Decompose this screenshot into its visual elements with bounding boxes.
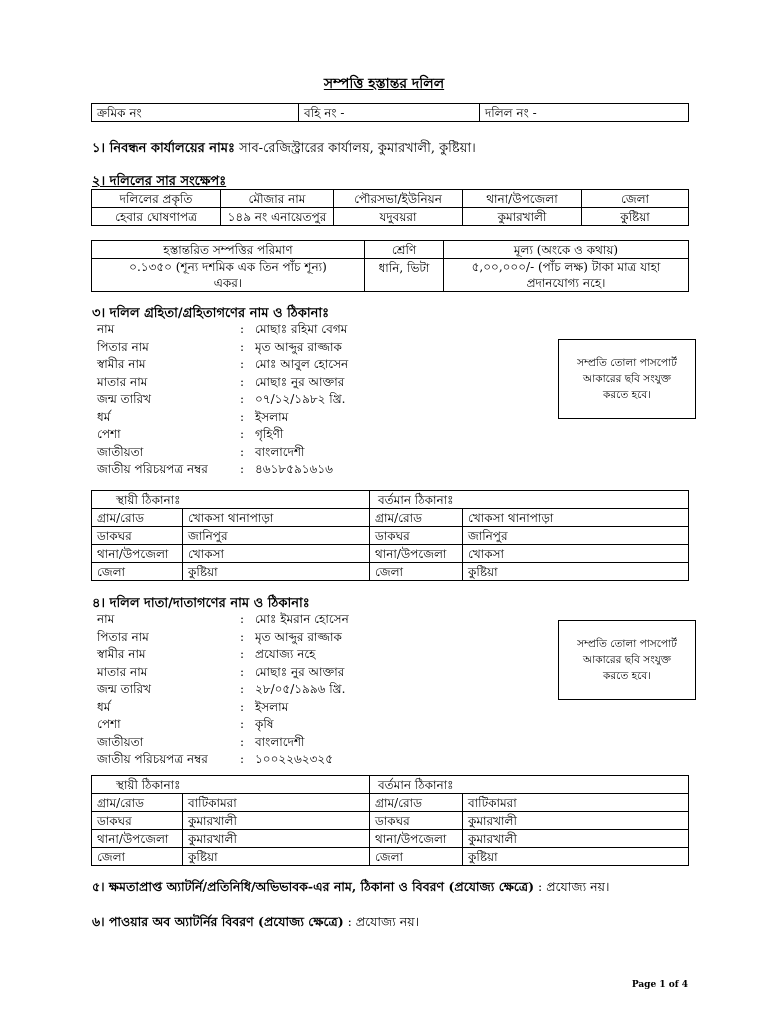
info-colon: : (240, 629, 245, 644)
section-4-label: ৪। দলিল দাতা/দাতাগণের নাম ও ঠিকানাঃ (92, 596, 310, 611)
document-title: সম্পত্তি হস্তান্তর দলিল (323, 76, 445, 92)
info-key: নাম (97, 612, 115, 626)
info-row (97, 716, 517, 734)
info-key: নাম (97, 322, 115, 336)
info-value: মোছাঃ নুর আক্তার (255, 664, 345, 679)
info-row (97, 339, 517, 357)
info-row (97, 391, 517, 409)
property-table (91, 240, 689, 292)
info-key: পেশা (97, 717, 121, 731)
info-key: ধর্ম (97, 409, 111, 424)
recipient-address-table (91, 490, 689, 581)
address-cell: থানা/উপজেলা (92, 545, 183, 563)
info-value: কৃষি (255, 717, 274, 731)
address-cell: কুমারখালী (463, 830, 689, 848)
info-colon: : (240, 734, 245, 749)
address-cell: জেলা (370, 848, 463, 866)
info-key: স্বামীর নাম (97, 647, 146, 661)
info-value: মোছাঃ রহিমা বেগম (255, 322, 348, 336)
address-cell: জেলা (92, 563, 183, 581)
info-value: মোঃ আবুল হোসেন (255, 357, 349, 371)
info-colon: : (240, 647, 245, 661)
summary-header: দলিলের প্রকৃতি (92, 190, 221, 208)
section-1-label: ১। নিবন্ধন কার্যালয়ের নামঃ (92, 141, 235, 156)
info-row (97, 444, 517, 462)
property-value-line-2: প্রদানযোগ্য নহে। (526, 276, 606, 290)
address-cell: বাটিকামরা (183, 794, 370, 812)
info-row (97, 664, 517, 682)
property-value-line-1: ৫,০০,০০০/- (পাঁচ লক্ষ) টাকা মাত্র যাহা (471, 260, 661, 274)
info-value: ১০০২২৬২৩২৫ (255, 752, 333, 766)
address-cell: জানিপুর (183, 527, 370, 545)
address-cell: কুষ্টিয়া (183, 848, 370, 866)
property-amount-cell (92, 259, 365, 292)
info-row (97, 374, 517, 392)
address-cell: কুষ্টিয়া (183, 563, 370, 581)
address-cell: খোকসা (183, 545, 370, 563)
address-cell: খোকসা থানাপাড়া (183, 509, 370, 527)
info-key: জন্ম তারিখ (97, 392, 152, 406)
address-cell: কুষ্টিয়া (463, 563, 689, 581)
info-value: মৃত আব্দুর রাজ্জাক (255, 629, 342, 644)
property-header: হস্তান্তরিত সম্পত্তির পরিমাণ (92, 241, 365, 259)
recipient-photo-placeholder: সম্প্রতি তোলা পাসপোর্ট আকারের ছবি সংযুক্ত করতে হবে। (558, 339, 696, 419)
info-row (97, 699, 517, 717)
info-key: জাতীয়তা (97, 444, 144, 459)
property-amount-line-2: একর। (213, 276, 243, 290)
info-value: প্রযোজ্য নহে (255, 647, 316, 661)
info-value: ২৮/০৫/১৯৯৬ খ্রি. (255, 682, 346, 696)
info-colon: : (240, 357, 245, 371)
address-cell: জেলা (92, 848, 183, 866)
address-cell: ডাকঘর (92, 527, 183, 545)
address-cell: কুমারখালী (463, 812, 689, 830)
property-amount-line-1: ০.১৩৫০ (শূন্য দশমিক এক তিন পাঁচ শূন্য) (129, 260, 327, 274)
address-cell: কুমারখালী (183, 812, 370, 830)
info-value: মোঃ ইমরান হোসেন (255, 612, 349, 626)
address-cell: গ্রাম/রোড (92, 509, 183, 527)
summary-header: পৌরসভা/ইউনিয়ন (334, 190, 463, 208)
summary-header: মৌজার নাম (221, 190, 334, 208)
info-value: মৃত আব্দুর রাজ্জাক (255, 339, 342, 354)
info-key: পেশা (97, 427, 121, 441)
summary-cell: ১৪৯ নং এনায়েতপুর (221, 208, 334, 226)
address-cell: বাটিকামরা (463, 794, 689, 812)
giver-address-table (91, 775, 689, 866)
info-row (97, 611, 517, 629)
section-recipient-heading (92, 306, 329, 322)
address-curr-header: বর্তমান ঠিকানাঃ (370, 776, 689, 794)
summary-table (91, 189, 689, 226)
section-power-of-attorney (92, 914, 419, 930)
info-key: জাতীয় পরিচয়পত্র নম্বর (97, 462, 208, 476)
address-cell: থানা/উপজেলা (370, 545, 463, 563)
summary-header: থানা/উপজেলা (463, 190, 582, 208)
section-1-value: সাব-রেজিস্ট্রারের কার্যালয়, কুমারখালী, কুষ্টিয়া। (239, 141, 476, 156)
address-cell: ডাকঘর (370, 812, 463, 830)
info-colon: : (240, 374, 245, 389)
info-value: ইসলাম (255, 699, 289, 714)
deed-no-cell: দলিল নং - (480, 104, 689, 122)
section-5-value: : প্রযোজ্য নয়। (538, 879, 610, 894)
giver-photo-placeholder: সম্প্রতি তোলা পাসপোর্ট আকারের ছবি সংযুক্ত করতে হবে। (558, 620, 696, 700)
summary-cell: কুমারখালী (463, 208, 582, 226)
info-key: পিতার নাম (97, 339, 149, 354)
address-cell: খোকসা (463, 545, 689, 563)
address-cell: জানিপুর (463, 527, 689, 545)
info-row (97, 681, 517, 699)
info-colon: : (240, 752, 245, 766)
info-colon: : (240, 682, 245, 696)
info-row (97, 426, 517, 444)
info-value: ইসলাম (255, 409, 289, 424)
info-key: স্বামীর নাম (97, 357, 146, 371)
property-header: শ্রেণি (365, 241, 444, 259)
summary-cell: হেবার ঘোষণাপত্র (92, 208, 221, 226)
property-value-cell (444, 259, 689, 292)
info-colon: : (240, 392, 245, 406)
serial-no-cell: ক্রমিক নং (92, 104, 299, 122)
info-key: জাতীয় পরিচয়পত্র নম্বর (97, 752, 208, 766)
info-value: মোছাঃ নুর আক্তার (255, 374, 345, 389)
info-row (97, 629, 517, 647)
info-colon: : (240, 612, 245, 626)
giver-info (97, 611, 517, 769)
info-colon: : (240, 717, 245, 731)
info-key: পিতার নাম (97, 629, 149, 644)
section-2-label: ২। দলিলের সার সংক্ষেপঃ (92, 174, 227, 189)
info-key: জন্ম তারিখ (97, 682, 152, 696)
summary-header: জেলা (582, 190, 689, 208)
info-row (97, 461, 517, 479)
info-colon: : (240, 664, 245, 679)
info-row (97, 356, 517, 374)
info-row (97, 409, 517, 427)
info-key: জাতীয়তা (97, 734, 144, 749)
info-value: বাংলাদেশী (255, 444, 305, 459)
address-cell: জেলা (370, 563, 463, 581)
info-colon: : (240, 322, 245, 336)
property-class-cell: ধানি, ভিটা (365, 259, 444, 292)
address-cell: থানা/উপজেলা (370, 830, 463, 848)
property-header: মূল্য (অংকে ও কথায়) (444, 241, 689, 259)
book-no-cell: বহি নং - (299, 104, 480, 122)
address-cell: গ্রাম/রোড (370, 509, 463, 527)
address-cell: ডাকঘর (370, 527, 463, 545)
section-giver-heading (92, 596, 310, 612)
info-value: ০৭/১২/১৯৮২ খ্রি. (255, 392, 346, 406)
info-row (97, 646, 517, 664)
summary-cell: যদুবয়রা (334, 208, 463, 226)
info-key: মাতার নাম (97, 664, 148, 679)
address-cell: গ্রাম/রোড (92, 794, 183, 812)
page-number: Page 1 of 4 (631, 980, 688, 990)
info-key: ধর্ম (97, 699, 111, 714)
address-cell: গ্রাম/রোড (370, 794, 463, 812)
info-row (97, 734, 517, 752)
info-colon: : (240, 409, 245, 424)
section-summary-heading (92, 174, 226, 190)
serial-table (91, 103, 689, 122)
info-colon: : (240, 427, 245, 441)
section-5-label: ৫। ক্ষমতাপ্রাপ্ত অ্যাটর্নি/প্রতিনিধি/অভিভাবক-এর নাম, ঠিকানা ও বিবরণ (প্রযোজ্য ক্ষেত্রে) (92, 879, 535, 894)
summary-cell: কুষ্টিয়া (582, 208, 689, 226)
info-colon: : (240, 462, 245, 476)
info-row (97, 321, 517, 339)
info-colon: : (240, 339, 245, 354)
section-3-label: ৩। দলিল গ্রহিতা/গ্রহিতাগণের নাম ও ঠিকানাঃ (92, 306, 330, 321)
address-cell: ডাকঘর (92, 812, 183, 830)
address-perm-header: স্থায়ী ঠিকানাঃ (92, 776, 370, 794)
info-key: মাতার নাম (97, 374, 148, 389)
section-6-label: ৬। পাওয়ার অব অ্যাটর্নির বিবরণ (প্রযোজ্য ক্ষেত্রে) (92, 914, 344, 929)
address-cell: কুমারখালী (183, 830, 370, 848)
address-curr-header: বর্তমান ঠিকানাঃ (370, 491, 689, 509)
info-row (97, 751, 517, 769)
section-6-value: : প্রযোজ্য নয়। (347, 914, 420, 929)
section-attorney (92, 879, 609, 895)
info-value: বাংলাদেশী (255, 734, 305, 749)
address-perm-header: স্থায়ী ঠিকানাঃ (92, 491, 370, 509)
info-colon: : (240, 444, 245, 459)
info-value: গৃহিণী (255, 427, 284, 441)
recipient-info (97, 321, 517, 479)
address-cell: খোকসা থানাপাড়া (463, 509, 689, 527)
info-colon: : (240, 699, 245, 714)
info-value: ৪৬১৮৫৯১৬১৬ (255, 462, 333, 476)
address-cell: কুষ্টিয়া (463, 848, 689, 866)
section-registry-office (92, 141, 476, 157)
address-cell: থানা/উপজেলা (92, 830, 183, 848)
